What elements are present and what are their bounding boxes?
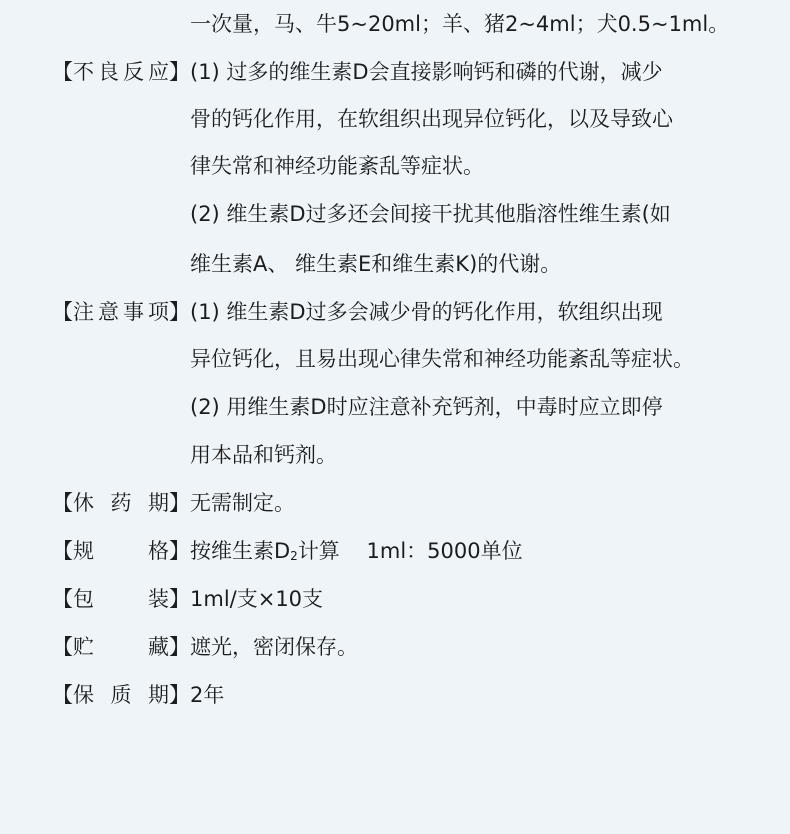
label-char: 包 — [73, 587, 94, 611]
adverse-text-1: (1) 过多的维生素D会直接影响钙和磷的代谢，减少 — [190, 60, 663, 84]
adverse-reaction-line-5 — [0, 244, 790, 284]
withdrawal-period-label — [52, 483, 190, 523]
label-open-bracket: 【 — [52, 300, 73, 324]
label-close-bracket: 】 — [169, 587, 190, 611]
label-char: 事 — [123, 300, 144, 324]
adverse-reaction-line-4 — [0, 194, 790, 234]
specification-label — [52, 531, 190, 571]
label-char: 反 — [123, 60, 144, 84]
package-value: 1ml/支×10支 — [190, 587, 324, 611]
adverse-text-5: 维生素A、 维生素E和维生素K)的代谢。 — [190, 252, 562, 276]
precautions-line-1 — [0, 292, 790, 332]
label-char: 休 — [73, 491, 94, 515]
label-char: 保 — [73, 683, 94, 707]
precautions-text-1: (1) 维生素D过多会减少骨的钙化作用，软组织出现 — [190, 300, 663, 324]
storage-label — [52, 627, 190, 667]
package-line — [0, 579, 790, 619]
precautions-line-3 — [0, 387, 790, 427]
label-open-bracket: 【 — [52, 683, 73, 707]
adverse-text-2: 骨的钙化作用，在软组织出现异位钙化，以及导致心 — [190, 107, 673, 131]
label-char: 注 — [73, 300, 94, 324]
specification-prefix: 按维生素D — [190, 539, 291, 563]
label-close-bracket: 】 — [169, 635, 190, 659]
dosage-text: 一次量，马、牛5~20ml；羊、猪2~4ml；犬0.5~1ml。 — [190, 12, 730, 36]
label-char: 规 — [73, 539, 94, 563]
adverse-text-3: 律失常和神经功能紊乱等症状。 — [190, 154, 484, 178]
package-label — [52, 579, 190, 619]
shelf-life-line — [0, 675, 790, 715]
precautions-text-2: 异位钙化，且易出现心律失常和神经功能紊乱等症状。 — [190, 347, 694, 371]
label-char: 应 — [148, 60, 169, 84]
specification-line — [0, 531, 790, 571]
label-open-bracket: 【 — [52, 635, 73, 659]
label-char: 期 — [148, 683, 169, 707]
precautions-line-4 — [0, 435, 790, 475]
specification-suffix: 计算 1ml：5000单位 — [297, 539, 523, 563]
precautions-text-4: 用本品和钙剂。 — [190, 443, 337, 467]
withdrawal-period-value: 无需制定。 — [190, 491, 295, 515]
precautions-line-2 — [0, 339, 790, 379]
adverse-reaction-line-1 — [0, 52, 790, 92]
label-close-bracket: 】 — [169, 300, 190, 324]
label-char: 良 — [98, 60, 119, 84]
label-open-bracket: 【 — [52, 60, 73, 84]
label-open-bracket: 【 — [52, 491, 73, 515]
label-char: 格 — [148, 539, 169, 563]
specification-subscript: 2 — [290, 549, 298, 563]
shelf-life-label — [52, 675, 190, 715]
label-close-bracket: 】 — [169, 60, 190, 84]
shelf-life-value: 2年 — [190, 683, 225, 707]
label-char: 贮 — [73, 635, 94, 659]
adverse-reaction-line-3 — [0, 146, 790, 186]
label-char: 期 — [148, 491, 169, 515]
label-close-bracket: 】 — [169, 683, 190, 707]
label-char: 装 — [148, 587, 169, 611]
label-char: 不 — [73, 60, 94, 84]
label-char: 意 — [98, 300, 119, 324]
adverse-reaction-line-2 — [0, 99, 790, 139]
label-close-bracket: 】 — [169, 491, 190, 515]
label-char: 药 — [110, 491, 132, 515]
label-char: 藏 — [148, 635, 169, 659]
withdrawal-period-line — [0, 483, 790, 523]
storage-value: 遮光，密闭保存。 — [190, 635, 358, 659]
specification-value — [190, 531, 523, 571]
adverse-reaction-label — [52, 52, 190, 92]
precautions-text-3: (2) 用维生素D时应注意补充钙剂，中毒时应立即停 — [190, 395, 663, 419]
storage-line — [0, 627, 790, 667]
adverse-text-4: (2) 维生素D过多还会间接干扰其他脂溶性维生素(如 — [190, 202, 671, 226]
label-open-bracket: 【 — [52, 587, 73, 611]
label-close-bracket: 】 — [169, 539, 190, 563]
label-char: 质 — [110, 683, 132, 707]
label-char: 项 — [148, 300, 169, 324]
dosage-line — [0, 4, 790, 44]
label-open-bracket: 【 — [52, 539, 73, 563]
precautions-label — [52, 292, 190, 332]
